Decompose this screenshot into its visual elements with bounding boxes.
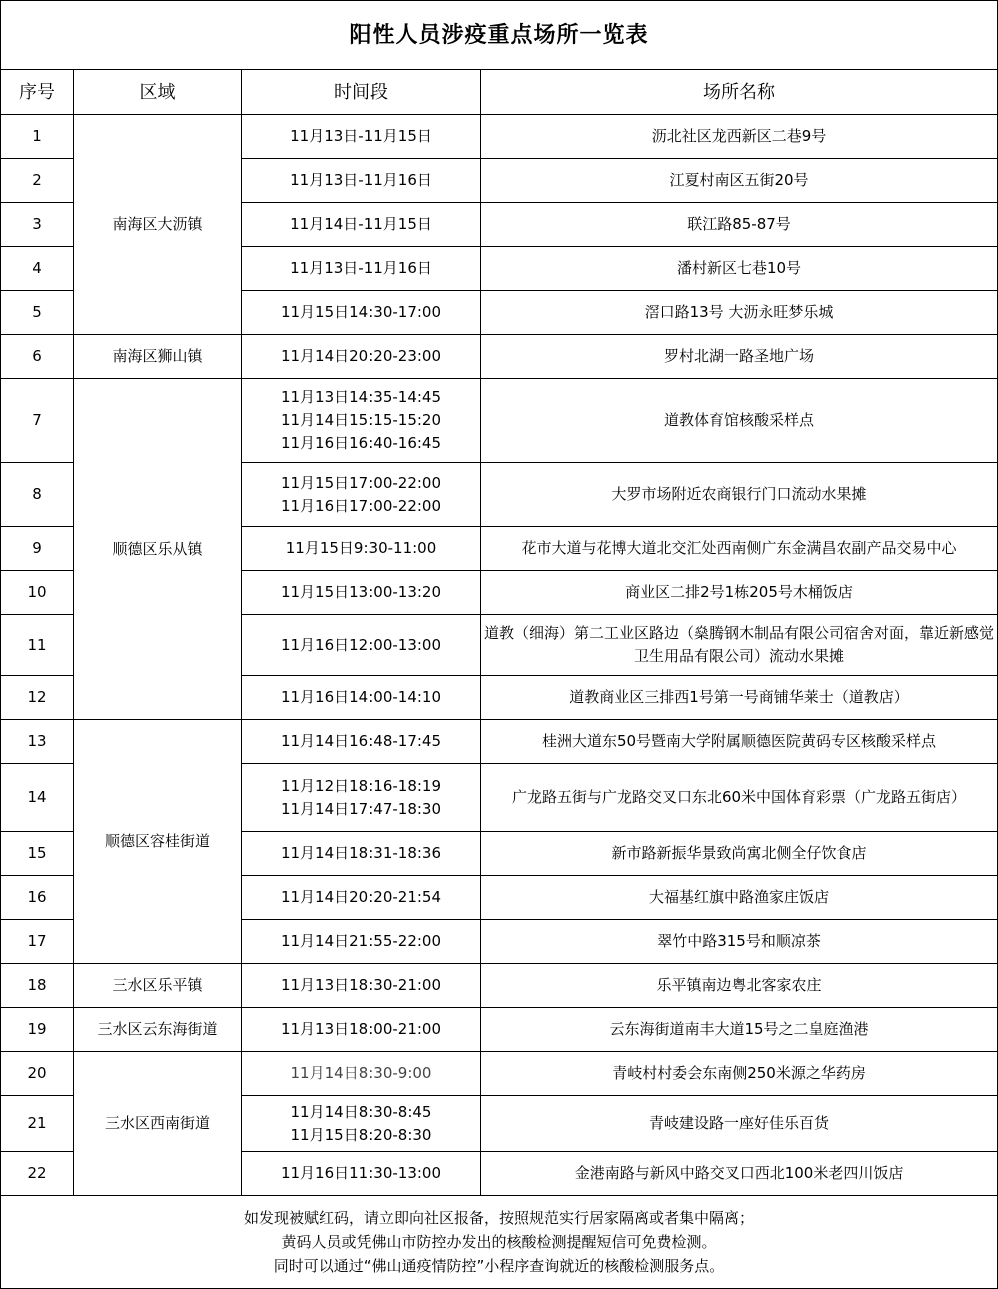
time-cell [242,764,481,832]
place-cell: 乐平镇南边粤北客家农庄 [481,964,998,1008]
place-cell: 大罗市场附近农商银行门口流动水果摊 [481,463,998,527]
footer-note [1,1196,998,1289]
row-no: 10 [1,571,74,615]
region-cell: 三水区云东海街道 [74,1008,242,1052]
time-cell: 11月14日21:55-22:00 [242,920,481,964]
table-title: 阳性人员涉疫重点场所一览表 [1,1,998,70]
place-cell: 江夏村南区五街20号 [481,159,998,203]
table-row [1,720,998,764]
place-cell: 潘村新区七巷10号 [481,247,998,291]
row-no: 8 [1,463,74,527]
time-cell: 11月14日18:31-18:36 [242,832,481,876]
row-no: 13 [1,720,74,764]
row-no: 14 [1,764,74,832]
table-row [1,1052,998,1096]
row-no: 18 [1,964,74,1008]
time-cell: 11月13日-11月15日 [242,115,481,159]
time-line: 11月14日8:30-8:45 [290,1102,432,1121]
row-no: 4 [1,247,74,291]
row-no: 17 [1,920,74,964]
region-cell: 三水区西南街道 [74,1052,242,1196]
row-no: 19 [1,1008,74,1052]
time-cell: 11月15日13:00-13:20 [242,571,481,615]
table-row [1,964,998,1008]
time-cell [242,1096,481,1152]
time-line: 11月14日17:47-18:30 [280,799,442,818]
time-cell: 11月14日8:30-9:00 [242,1052,481,1096]
header-place: 场所名称 [481,70,998,115]
time-cell: 11月16日14:00-14:10 [242,676,481,720]
time-line: 11月15日17:00-22:00 [280,473,442,492]
place-cell: 翠竹中路315号和顺凉茶 [481,920,998,964]
region-cell: 顺德区乐从镇 [74,379,242,720]
header-no: 序号 [1,70,74,115]
table-row [1,379,998,463]
place-cell: 联江路85-87号 [481,203,998,247]
row-no: 9 [1,527,74,571]
row-no: 1 [1,115,74,159]
table-row [1,335,998,379]
row-no: 12 [1,676,74,720]
time-cell: 11月14日16:48-17:45 [242,720,481,764]
time-line: 11月13日14:35-14:45 [280,388,442,406]
time-line: 11月12日18:16-18:19 [280,776,442,795]
header-time: 时间段 [242,70,481,115]
place-cell: 道教商业区三排西1号第一号商铺华莱士（道教店） [481,676,998,720]
row-no: 2 [1,159,74,203]
time-cell: 11月13日-11月16日 [242,159,481,203]
footer-row [1,1196,998,1289]
time-cell: 11月15日14:30-17:00 [242,291,481,335]
time-cell: 11月16日12:00-13:00 [242,615,481,676]
time-cell: 11月13日-11月16日 [242,247,481,291]
row-no: 22 [1,1152,74,1196]
time-line: 11月16日17:00-22:00 [280,496,442,515]
region-cell: 三水区乐平镇 [74,964,242,1008]
place-cell: 云东海街道南丰大道15号之二皇庭渔港 [481,1008,998,1052]
place-cell: 青岐村村委会东南侧250米源之华药房 [481,1052,998,1096]
time-cell: 11月13日18:00-21:00 [242,1008,481,1052]
time-cell: 11月14日20:20-23:00 [242,335,481,379]
place-cell: 花市大道与花博大道北交汇处西南侧广东金满昌农副产品交易中心 [481,527,998,571]
row-no: 20 [1,1052,74,1096]
place-cell: 桂洲大道东50号暨南大学附属顺德医院黄码专区核酸采样点 [481,720,998,764]
time-line: 11月15日8:20-8:30 [290,1125,432,1144]
place-cell: 金港南路与新风中路交叉口西北100米老四川饭店 [481,1152,998,1196]
time-line: 11月14日15:15-15:20 [280,411,442,429]
row-no: 6 [1,335,74,379]
place-cell: 广龙路五街与广龙路交叉口东北60米中国体育彩票（广龙路五街店） [481,764,998,832]
region-cell: 顺德区容桂街道 [74,720,242,964]
row-no: 3 [1,203,74,247]
place-cell: 沥北社区龙西新区二巷9号 [481,115,998,159]
time-cell: 11月15日9:30-11:00 [242,527,481,571]
time-cell: 11月16日11:30-13:00 [242,1152,481,1196]
footer-line: 黄码人员或凭佛山市防控办发出的核酸检测提醒短信可免费检测。 [281,1233,717,1251]
row-no: 5 [1,291,74,335]
time-cell: 11月14日-11月15日 [242,203,481,247]
row-no: 16 [1,876,74,920]
place-cell: 商业区二排2号1栋205号木桶饭店 [481,571,998,615]
table-row [1,1008,998,1052]
row-no: 11 [1,615,74,676]
place-cell: 罗村北湖一路圣地广场 [481,335,998,379]
time-line: 11月16日16:40-16:45 [280,434,442,452]
header-region: 区域 [74,70,242,115]
footer-line: 如发现被赋红码，请立即向社区报备，按照规范实行居家隔离或者集中隔离； [244,1209,755,1227]
place-cell: 青岐建设路一座好佳乐百货 [481,1096,998,1152]
time-cell [242,463,481,527]
region-cell: 南海区狮山镇 [74,335,242,379]
place-cell: 道教体育馆核酸采样点 [481,379,998,463]
place-cell: 大福基红旗中路渔家庄饭店 [481,876,998,920]
footer-line: 同时可以通过“佛山通疫情防控”小程序查询就近的核酸检测服务点。 [273,1257,725,1275]
region-cell: 南海区大沥镇 [74,115,242,335]
row-no: 7 [1,379,74,463]
header-row [1,70,998,115]
time-cell: 11月13日18:30-21:00 [242,964,481,1008]
place-cell: 滘口路13号 大沥永旺梦乐城 [481,291,998,335]
table-row [1,115,998,159]
row-no: 15 [1,832,74,876]
time-cell [242,379,481,463]
time-cell: 11月14日20:20-21:54 [242,876,481,920]
place-cell: 道教（细海）第二工业区路边（燊腾钢木制品有限公司宿舍对面，靠近新感觉卫生用品有限公司）流动水果摊 [481,615,998,676]
place-cell: 新市路新振华景致尚寓北侧全仔饮食店 [481,832,998,876]
row-no: 21 [1,1096,74,1152]
